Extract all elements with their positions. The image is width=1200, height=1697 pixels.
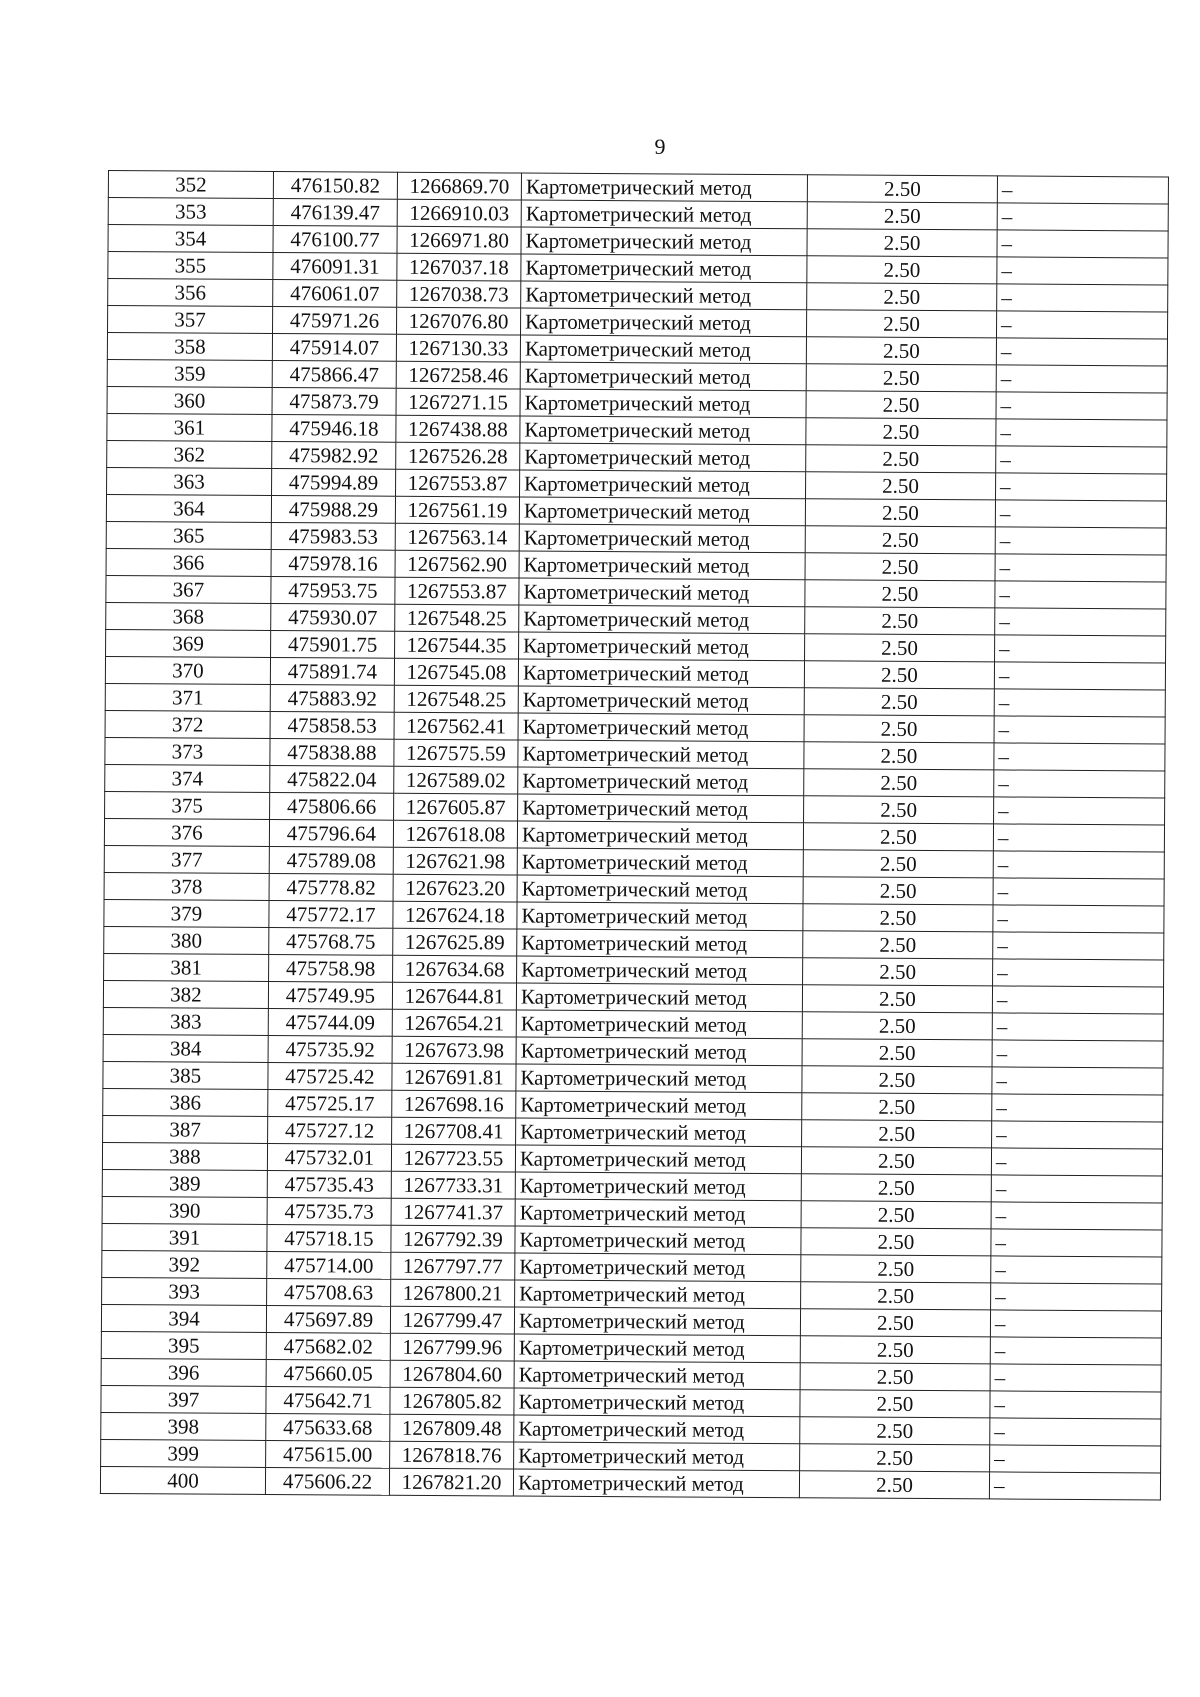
coordinates-table-container — [100, 170, 1168, 1500]
y-coordinate-cell: 1267805.82 — [390, 1387, 514, 1415]
point-number-cell: 390 — [102, 1196, 267, 1224]
note-cell: – — [995, 608, 1166, 636]
x-coordinate-cell: 475697.89 — [266, 1305, 390, 1333]
y-coordinate-cell: 1267673.98 — [392, 1036, 516, 1064]
x-coordinate-cell: 475732.01 — [267, 1143, 391, 1171]
method-cell: Картометрический метод — [520, 389, 806, 418]
accuracy-cell: 2.50 — [802, 1093, 992, 1121]
x-coordinate-cell: 475858.53 — [270, 712, 394, 740]
method-cell: Картометрический метод — [515, 1226, 801, 1255]
y-coordinate-cell: 1267575.59 — [394, 739, 518, 767]
point-number-cell: 365 — [106, 521, 271, 549]
note-cell: – — [992, 986, 1163, 1014]
y-coordinate-cell: 1267698.16 — [392, 1090, 516, 1118]
y-coordinate-cell: 1266910.03 — [397, 199, 521, 227]
y-coordinate-cell: 1267818.76 — [390, 1441, 514, 1469]
x-coordinate-cell: 475883.92 — [270, 685, 394, 713]
point-number-cell: 399 — [101, 1439, 266, 1467]
x-coordinate-cell: 476139.47 — [273, 199, 397, 227]
x-coordinate-cell: 475982.92 — [272, 442, 396, 470]
method-cell: Картометрический метод — [515, 1145, 801, 1174]
x-coordinate-cell: 475660.05 — [266, 1359, 390, 1387]
page-number: 9 — [654, 134, 666, 159]
method-cell: Картометрический метод — [517, 902, 803, 931]
note-cell: – — [994, 770, 1165, 798]
point-number-cell: 392 — [102, 1250, 267, 1278]
point-number-cell: 397 — [101, 1385, 266, 1413]
note-cell: – — [991, 1229, 1162, 1257]
method-cell: Картометрический метод — [518, 659, 804, 688]
accuracy-cell: 2.50 — [802, 985, 992, 1013]
x-coordinate-cell: 475735.92 — [268, 1035, 392, 1063]
y-coordinate-cell: 1267797.77 — [391, 1252, 515, 1280]
x-coordinate-cell: 475606.22 — [265, 1467, 389, 1495]
y-coordinate-cell: 1267561.19 — [395, 496, 519, 524]
x-coordinate-cell: 475725.42 — [268, 1062, 392, 1090]
x-coordinate-cell: 476061.07 — [273, 280, 397, 308]
point-number-cell: 394 — [101, 1304, 266, 1332]
y-coordinate-cell: 1267271.15 — [396, 388, 520, 416]
accuracy-cell: 2.50 — [806, 337, 996, 365]
y-coordinate-cell: 1267625.89 — [393, 928, 517, 956]
x-coordinate-cell: 475735.73 — [267, 1197, 391, 1225]
note-cell: – — [994, 689, 1165, 717]
point-number-cell: 360 — [107, 386, 272, 414]
method-cell: Картометрический метод — [517, 848, 803, 877]
point-number-cell: 395 — [101, 1331, 266, 1359]
point-number-cell: 389 — [102, 1169, 267, 1197]
accuracy-cell: 2.50 — [806, 418, 996, 446]
y-coordinate-cell: 1267741.37 — [391, 1198, 515, 1226]
accuracy-cell: 2.50 — [806, 445, 996, 473]
point-number-cell: 369 — [106, 629, 271, 657]
accuracy-cell: 2.50 — [800, 1363, 990, 1391]
note-cell: – — [995, 581, 1166, 609]
point-number-cell: 396 — [101, 1358, 266, 1386]
x-coordinate-cell: 475796.64 — [269, 819, 393, 847]
method-cell: Картометрический метод — [520, 308, 806, 337]
point-number-cell: 375 — [105, 791, 270, 819]
accuracy-cell: 2.50 — [801, 1255, 991, 1283]
y-coordinate-cell: 1267621.98 — [393, 847, 517, 875]
accuracy-cell: 2.50 — [804, 715, 994, 743]
note-cell: – — [995, 554, 1166, 582]
method-cell: Картометрический метод — [521, 200, 807, 229]
point-number-cell: 354 — [108, 225, 273, 253]
method-cell: Картометрический метод — [516, 1064, 802, 1093]
point-number-cell: 361 — [107, 413, 272, 441]
y-coordinate-cell: 1267076.80 — [397, 307, 521, 335]
y-coordinate-cell: 1267644.81 — [392, 982, 516, 1010]
y-coordinate-cell: 1267038.73 — [397, 280, 521, 308]
method-cell: Картометрический метод — [518, 740, 804, 769]
method-cell: Картометрический метод — [517, 929, 803, 958]
method-cell: Картометрический метод — [520, 443, 806, 472]
y-coordinate-cell: 1267821.20 — [389, 1468, 513, 1496]
accuracy-cell: 2.50 — [801, 1174, 991, 1202]
x-coordinate-cell: 475714.00 — [267, 1251, 391, 1279]
accuracy-cell: 2.50 — [800, 1444, 990, 1472]
accuracy-cell: 2.50 — [805, 634, 995, 662]
y-coordinate-cell: 1267545.08 — [394, 658, 518, 686]
method-cell: Картометрический метод — [517, 821, 803, 850]
note-cell: – — [992, 1121, 1163, 1149]
x-coordinate-cell: 475758.98 — [269, 954, 393, 982]
note-cell: – — [991, 1175, 1162, 1203]
method-cell: Картометрический метод — [514, 1334, 800, 1363]
note-cell: – — [990, 1337, 1161, 1365]
note-cell: – — [996, 392, 1167, 420]
accuracy-cell: 2.50 — [805, 526, 995, 554]
point-number-cell: 373 — [105, 737, 270, 765]
method-cell: Картометрический метод — [517, 956, 803, 985]
point-number-cell: 357 — [108, 306, 273, 334]
x-coordinate-cell: 475901.75 — [271, 631, 395, 659]
note-cell: – — [993, 878, 1164, 906]
point-number-cell: 370 — [105, 656, 270, 684]
note-cell: – — [994, 716, 1165, 744]
x-coordinate-cell: 475633.68 — [266, 1413, 390, 1441]
point-number-cell: 356 — [108, 279, 273, 307]
x-coordinate-cell: 475873.79 — [272, 388, 396, 416]
point-number-cell: 391 — [102, 1223, 267, 1251]
x-coordinate-cell: 475725.17 — [268, 1089, 392, 1117]
accuracy-cell: 2.50 — [802, 1066, 992, 1094]
accuracy-cell: 2.50 — [803, 850, 993, 878]
accuracy-cell: 2.50 — [800, 1309, 990, 1337]
accuracy-cell: 2.50 — [801, 1147, 991, 1175]
y-coordinate-cell: 1267548.25 — [395, 604, 519, 632]
point-number-cell: 363 — [107, 467, 272, 495]
y-coordinate-cell: 1267799.47 — [390, 1306, 514, 1334]
point-number-cell: 385 — [103, 1061, 268, 1089]
point-number-cell: 364 — [106, 494, 271, 522]
y-coordinate-cell: 1266869.70 — [397, 172, 521, 200]
y-coordinate-cell: 1267544.35 — [395, 631, 519, 659]
method-cell: Картометрический метод — [519, 605, 805, 634]
point-number-cell: 387 — [103, 1115, 268, 1143]
method-cell: Картометрический метод — [516, 1037, 802, 1066]
x-coordinate-cell: 475988.29 — [271, 496, 395, 524]
note-cell: – — [992, 1067, 1163, 1095]
point-number-cell: 366 — [106, 548, 271, 576]
note-cell: – — [993, 932, 1164, 960]
method-cell: Картометрический метод — [518, 686, 804, 715]
x-coordinate-cell: 475822.04 — [270, 765, 394, 793]
note-cell: – — [991, 1148, 1162, 1176]
x-coordinate-cell: 475735.43 — [267, 1170, 391, 1198]
point-number-cell: 384 — [103, 1034, 268, 1062]
note-cell: – — [992, 1094, 1163, 1122]
note-cell: – — [993, 959, 1164, 987]
accuracy-cell: 2.50 — [802, 1039, 992, 1067]
x-coordinate-cell: 475891.74 — [270, 658, 394, 686]
point-number-cell: 371 — [105, 683, 270, 711]
note-cell: – — [995, 635, 1166, 663]
method-cell: Картометрический метод — [518, 767, 804, 796]
method-cell: Картометрический метод — [514, 1415, 800, 1444]
point-number-cell: 355 — [108, 252, 273, 280]
point-number-cell: 398 — [101, 1412, 266, 1440]
accuracy-cell: 2.50 — [801, 1282, 991, 1310]
note-cell: – — [997, 230, 1168, 258]
point-number-cell: 377 — [104, 845, 269, 873]
accuracy-cell: 2.50 — [807, 202, 997, 230]
y-coordinate-cell: 1267800.21 — [391, 1279, 515, 1307]
method-cell: Картометрический метод — [521, 173, 807, 202]
x-coordinate-cell: 475930.07 — [271, 604, 395, 632]
point-number-cell: 374 — [105, 764, 270, 792]
note-cell: – — [996, 365, 1167, 393]
y-coordinate-cell: 1267618.08 — [393, 820, 517, 848]
accuracy-cell: 2.50 — [806, 310, 996, 338]
x-coordinate-cell: 475789.08 — [269, 846, 393, 874]
x-coordinate-cell: 475615.00 — [266, 1440, 390, 1468]
y-coordinate-cell: 1267605.87 — [394, 793, 518, 821]
accuracy-cell: 2.50 — [803, 823, 993, 851]
accuracy-cell: 2.50 — [799, 1471, 989, 1499]
accuracy-cell: 2.50 — [804, 796, 994, 824]
method-cell: Картометрический метод — [519, 551, 805, 580]
point-number-cell: 367 — [106, 575, 271, 603]
method-cell: Картометрический метод — [520, 416, 806, 445]
point-number-cell: 372 — [105, 710, 270, 738]
method-cell: Картометрический метод — [519, 578, 805, 607]
accuracy-cell: 2.50 — [807, 256, 997, 284]
point-number-cell: 400 — [100, 1466, 265, 1494]
y-coordinate-cell: 1267792.39 — [391, 1225, 515, 1253]
method-cell: Картометрический метод — [513, 1469, 799, 1498]
method-cell: Картометрический метод — [516, 983, 802, 1012]
method-cell: Картометрический метод — [520, 335, 806, 364]
y-coordinate-cell: 1267589.02 — [394, 766, 518, 794]
method-cell: Картометрический метод — [519, 524, 805, 553]
note-cell: – — [993, 851, 1164, 879]
point-number-cell: 379 — [104, 899, 269, 927]
y-coordinate-cell: 1267553.87 — [396, 469, 520, 497]
note-cell: – — [997, 284, 1168, 312]
x-coordinate-cell: 475708.63 — [267, 1278, 391, 1306]
note-cell: – — [994, 743, 1165, 771]
x-coordinate-cell: 476150.82 — [273, 172, 397, 200]
x-coordinate-cell: 475778.82 — [269, 873, 393, 901]
note-cell: – — [990, 1364, 1161, 1392]
x-coordinate-cell: 475946.18 — [272, 415, 396, 443]
y-coordinate-cell: 1267624.18 — [393, 901, 517, 929]
accuracy-cell: 2.50 — [800, 1417, 990, 1445]
note-cell: – — [989, 1472, 1160, 1500]
note-cell: – — [997, 257, 1168, 285]
method-cell: Картометрический метод — [514, 1361, 800, 1390]
method-cell: Картометрический метод — [515, 1199, 801, 1228]
note-cell: – — [994, 662, 1165, 690]
point-number-cell: 368 — [106, 602, 271, 630]
note-cell: – — [992, 1013, 1163, 1041]
y-coordinate-cell: 1267809.48 — [390, 1414, 514, 1442]
point-number-cell: 352 — [108, 171, 273, 199]
method-cell: Картометрический метод — [516, 1118, 802, 1147]
accuracy-cell: 2.50 — [803, 931, 993, 959]
y-coordinate-cell: 1267799.96 — [390, 1333, 514, 1361]
y-coordinate-cell: 1267623.20 — [393, 874, 517, 902]
y-coordinate-cell: 1267804.60 — [390, 1360, 514, 1388]
accuracy-cell: 2.50 — [807, 229, 997, 257]
accuracy-cell: 2.50 — [803, 958, 993, 986]
point-number-cell: 393 — [102, 1277, 267, 1305]
note-cell: – — [991, 1202, 1162, 1230]
accuracy-cell: 2.50 — [805, 607, 995, 635]
accuracy-cell: 2.50 — [803, 904, 993, 932]
method-cell: Картометрический метод — [514, 1307, 800, 1336]
x-coordinate-cell: 475744.09 — [268, 1008, 392, 1036]
coordinates-table-body — [100, 171, 1168, 1500]
y-coordinate-cell: 1267708.41 — [392, 1117, 516, 1145]
x-coordinate-cell: 475772.17 — [269, 900, 393, 928]
accuracy-cell: 2.50 — [806, 472, 996, 500]
accuracy-cell: 2.50 — [807, 283, 997, 311]
point-number-cell: 380 — [104, 926, 269, 954]
note-cell: – — [996, 338, 1167, 366]
accuracy-cell: 2.50 — [805, 553, 995, 581]
y-coordinate-cell: 1267130.33 — [396, 334, 520, 362]
accuracy-cell: 2.50 — [807, 175, 997, 203]
note-cell: – — [996, 446, 1167, 474]
table-row — [100, 1466, 1160, 1499]
x-coordinate-cell: 476100.77 — [273, 226, 397, 254]
accuracy-cell: 2.50 — [806, 391, 996, 419]
y-coordinate-cell: 1267438.88 — [396, 415, 520, 443]
accuracy-cell: 2.50 — [801, 1228, 991, 1256]
x-coordinate-cell: 475727.12 — [268, 1116, 392, 1144]
x-coordinate-cell: 475838.88 — [270, 739, 394, 767]
method-cell: Картометрический метод — [519, 497, 805, 526]
note-cell: – — [991, 1256, 1162, 1284]
y-coordinate-cell: 1267553.87 — [395, 577, 519, 605]
note-cell: – — [991, 1283, 1162, 1311]
y-coordinate-cell: 1267037.18 — [397, 253, 521, 281]
note-cell: – — [995, 527, 1166, 555]
note-cell: – — [994, 797, 1165, 825]
point-number-cell: 353 — [108, 198, 273, 226]
accuracy-cell: 2.50 — [800, 1336, 990, 1364]
x-coordinate-cell: 475953.75 — [271, 577, 395, 605]
point-number-cell: 381 — [104, 953, 269, 981]
y-coordinate-cell: 1267548.25 — [394, 685, 518, 713]
point-number-cell: 386 — [103, 1088, 268, 1116]
x-coordinate-cell: 475749.95 — [268, 981, 392, 1009]
method-cell: Картометрический метод — [518, 713, 804, 742]
note-cell: – — [996, 419, 1167, 447]
point-number-cell: 358 — [107, 333, 272, 361]
method-cell: Картометрический метод — [515, 1172, 801, 1201]
y-coordinate-cell: 1267733.31 — [391, 1171, 515, 1199]
y-coordinate-cell: 1267563.14 — [395, 523, 519, 551]
method-cell: Картометрический метод — [521, 227, 807, 256]
accuracy-cell: 2.50 — [802, 1120, 992, 1148]
accuracy-cell: 2.50 — [804, 769, 994, 797]
method-cell: Картометрический метод — [515, 1280, 801, 1309]
note-cell: – — [995, 500, 1166, 528]
x-coordinate-cell: 475978.16 — [271, 550, 395, 578]
note-cell: – — [997, 203, 1168, 231]
point-number-cell: 378 — [104, 872, 269, 900]
x-coordinate-cell: 475682.02 — [266, 1332, 390, 1360]
method-cell: Картометрический метод — [519, 632, 805, 661]
accuracy-cell: 2.50 — [804, 661, 994, 689]
y-coordinate-cell: 1267634.68 — [393, 955, 517, 983]
accuracy-cell: 2.50 — [802, 1012, 992, 1040]
accuracy-cell: 2.50 — [801, 1201, 991, 1229]
accuracy-cell: 2.50 — [805, 580, 995, 608]
method-cell: Картометрический метод — [514, 1388, 800, 1417]
y-coordinate-cell: 1267562.90 — [395, 550, 519, 578]
y-coordinate-cell: 1266971.80 — [397, 226, 521, 254]
coordinates-table — [100, 170, 1169, 1500]
note-cell: – — [990, 1418, 1161, 1446]
method-cell: Картометрический метод — [515, 1253, 801, 1282]
y-coordinate-cell: 1267562.41 — [394, 712, 518, 740]
y-coordinate-cell: 1267258.46 — [396, 361, 520, 389]
y-coordinate-cell: 1267691.81 — [392, 1063, 516, 1091]
x-coordinate-cell: 476091.31 — [273, 253, 397, 281]
x-coordinate-cell: 475983.53 — [271, 523, 395, 551]
y-coordinate-cell: 1267723.55 — [391, 1144, 515, 1172]
x-coordinate-cell: 475642.71 — [266, 1386, 390, 1414]
x-coordinate-cell: 475718.15 — [267, 1224, 391, 1252]
x-coordinate-cell: 475994.89 — [272, 469, 396, 497]
note-cell: – — [997, 176, 1168, 204]
point-number-cell: 388 — [102, 1142, 267, 1170]
accuracy-cell: 2.50 — [804, 688, 994, 716]
accuracy-cell: 2.50 — [803, 877, 993, 905]
point-number-cell: 382 — [103, 980, 268, 1008]
point-number-cell: 376 — [104, 818, 269, 846]
note-cell: – — [990, 1445, 1161, 1473]
method-cell: Картометрический метод — [520, 470, 806, 499]
note-cell: – — [990, 1310, 1161, 1338]
note-cell: – — [993, 824, 1164, 852]
method-cell: Картометрический метод — [514, 1442, 800, 1471]
accuracy-cell: 2.50 — [806, 364, 996, 392]
x-coordinate-cell: 475914.07 — [272, 334, 396, 362]
note-cell: – — [990, 1391, 1161, 1419]
point-number-cell: 362 — [107, 440, 272, 468]
note-cell: – — [993, 905, 1164, 933]
x-coordinate-cell: 475971.26 — [273, 307, 397, 335]
note-cell: – — [996, 311, 1167, 339]
accuracy-cell: 2.50 — [804, 742, 994, 770]
method-cell: Картометрический метод — [518, 794, 804, 823]
method-cell: Картометрический метод — [516, 1010, 802, 1039]
x-coordinate-cell: 475768.75 — [269, 927, 393, 955]
accuracy-cell: 2.50 — [805, 499, 995, 527]
method-cell: Картометрический метод — [516, 1091, 802, 1120]
note-cell: – — [996, 473, 1167, 501]
y-coordinate-cell: 1267654.21 — [392, 1009, 516, 1037]
y-coordinate-cell: 1267526.28 — [396, 442, 520, 470]
method-cell: Картометрический метод — [521, 254, 807, 283]
note-cell: – — [992, 1040, 1163, 1068]
x-coordinate-cell: 475806.66 — [270, 792, 394, 820]
method-cell: Картометрический метод — [521, 281, 807, 310]
accuracy-cell: 2.50 — [800, 1390, 990, 1418]
x-coordinate-cell: 475866.47 — [272, 361, 396, 389]
point-number-cell: 383 — [103, 1007, 268, 1035]
point-number-cell: 359 — [107, 359, 272, 387]
method-cell: Картометрический метод — [517, 875, 803, 904]
method-cell: Картометрический метод — [520, 362, 806, 391]
